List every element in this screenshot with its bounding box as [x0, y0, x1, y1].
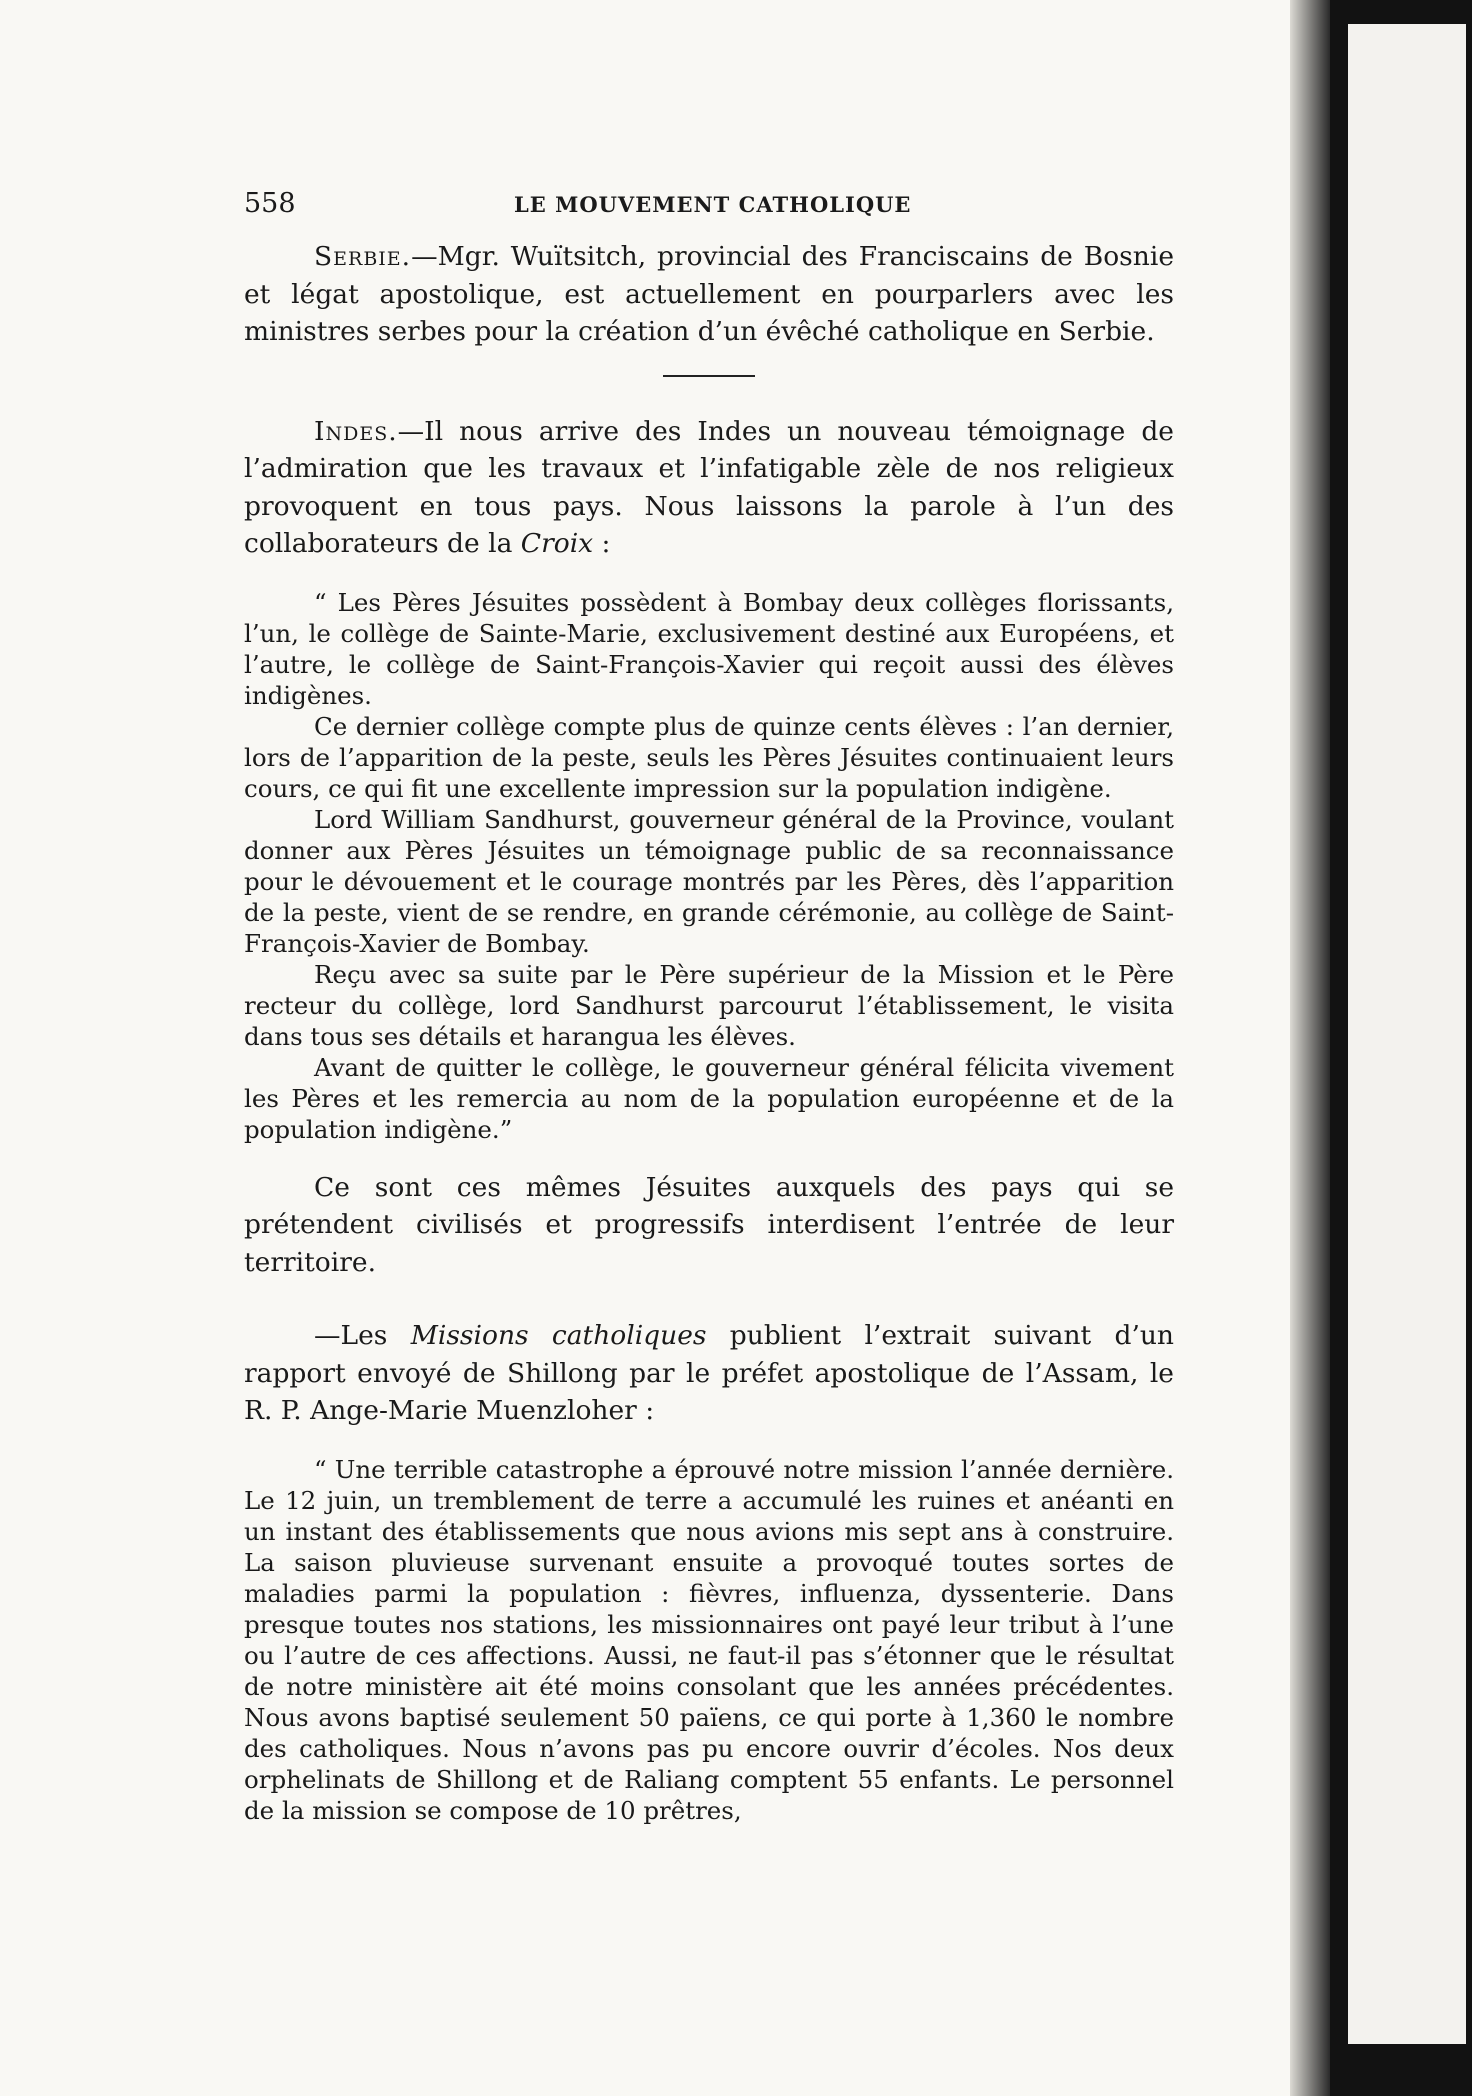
- indes-text-end: :: [593, 528, 611, 559]
- quote-paragraph: Avant de quitter le collège, le gouverneur général félicita vivement les Pères et les remercia au nom de la population européenne et de la population indigène.”: [244, 1052, 1174, 1144]
- page-number: 558: [244, 188, 296, 219]
- page-header: [244, 188, 1174, 218]
- quote-paragraph: “ Les Pères Jésuites possèdent à Bombay deux collèges florissants, l’un, le collège de Sainte-Marie, exclusivement destiné aux Européens, et l’autre, le collège de Saint-François-Xavier qui reçoit aussi des élèves indigènes.: [244, 587, 1174, 710]
- quote-paragraph: Lord William Sandhurst, gouverneur général de la Province, voulant donner aux Pères Jésuites un témoignage public de sa reconnaissance pour le dévouement et le courage montrés par les Pères, dès l’apparition de la peste, vient de se rendre, en grande cérémonie, au collège de Saint-François-Xavier de Bombay.: [244, 804, 1174, 958]
- indes-lead: Indes.: [314, 415, 398, 447]
- missions-text-end: publient l’extrait suivant d’un rapport envoyé de Shillong par le préfet apostolique de l’Assam, le R. P. Ange-Marie Muenzloher :: [244, 1320, 1174, 1426]
- commentary-paragraph: Ce sont ces mêmes Jésuites auxquels des pays qui se prétendent civilisés et progressifs interdisent l’entrée de leur territoire.: [244, 1171, 1174, 1278]
- quote-paragraph: Reçu avec sa suite par le Père supérieur de la Mission et le Père recteur du collège, lord Sandhurst parcourut l’établissement, le visita dans tous ses détails et harangua les élèves.: [244, 959, 1174, 1051]
- serbie-lead: Serbie.: [314, 241, 412, 272]
- indes-paragraph: [244, 413, 1174, 563]
- running-title: LE MOUVEMENT CATHOLIQUE: [514, 192, 912, 217]
- missions-paragraph: [244, 1317, 1174, 1430]
- book-binding-shadow: [1290, 0, 1330, 2096]
- facing-page-edge: [1330, 0, 1472, 2096]
- missions-catholiques-title: Missions catholiques: [410, 1320, 707, 1351]
- section-divider: [663, 375, 755, 377]
- serbie-paragraph: [244, 238, 1174, 351]
- assam-quote-paragraph: “ Une terrible catastrophe a éprouvé notre mission l’année dernière. Le 12 juin, un tremblement de terre a accumulé les ruines et anéanti en un instant des établissements que nous avions mis sept ans à construire. La saison pluvieuse survenant ensuite a provoqué toutes sortes de maladies parmi la population : fièvres, influenza, dyssenterie. Dans presque toutes nos stations, les missionnaires ont payé leur tribut à l’une ou l’autre de ces affections. Aussi, ne faut-il pas s’étonner que le résultat de notre ministère ait été moins consolant que les années précédentes. Nous avons baptisé seulement 50 païens, ce qui porte à 1,360 le nombre des catholiques. Nous n’avons pas pu encore ouvrir d’écoles. Nos deux orphelinats de Shillong et de Raliang comptent 55 enfants. Le personnel de la mission se compose de 10 prêtres,: [244, 1454, 1174, 1825]
- croix-title: Croix: [520, 528, 594, 559]
- serbie-text: —Mgr. Wuïtsitch, provincial des Franciscains de Bosnie et légat apostolique, est actuellement en pourparlers avec les ministres serbes pour la création d’un évêché catholique en Serbie.: [244, 241, 1174, 347]
- quote-paragraph: Ce dernier collège compte plus de quinze cents élèves : l’an dernier, lors de l’apparition de la peste, seuls les Pères Jésuites continuaient leurs cours, ce qui fit une excellente impression sur la population indigène.: [244, 711, 1174, 803]
- facing-page-sliver: [1348, 24, 1466, 2044]
- indes-text: —Il nous arrive des Indes un nouveau témoignage de l’admiration que les travaux et l’infatigable zèle de nos religieux provoquent en tous pays. Nous laissons la parole à l’un des collaborateurs de la: [244, 415, 1174, 559]
- page-body: [244, 238, 1174, 1826]
- missions-text: —Les: [314, 1320, 411, 1351]
